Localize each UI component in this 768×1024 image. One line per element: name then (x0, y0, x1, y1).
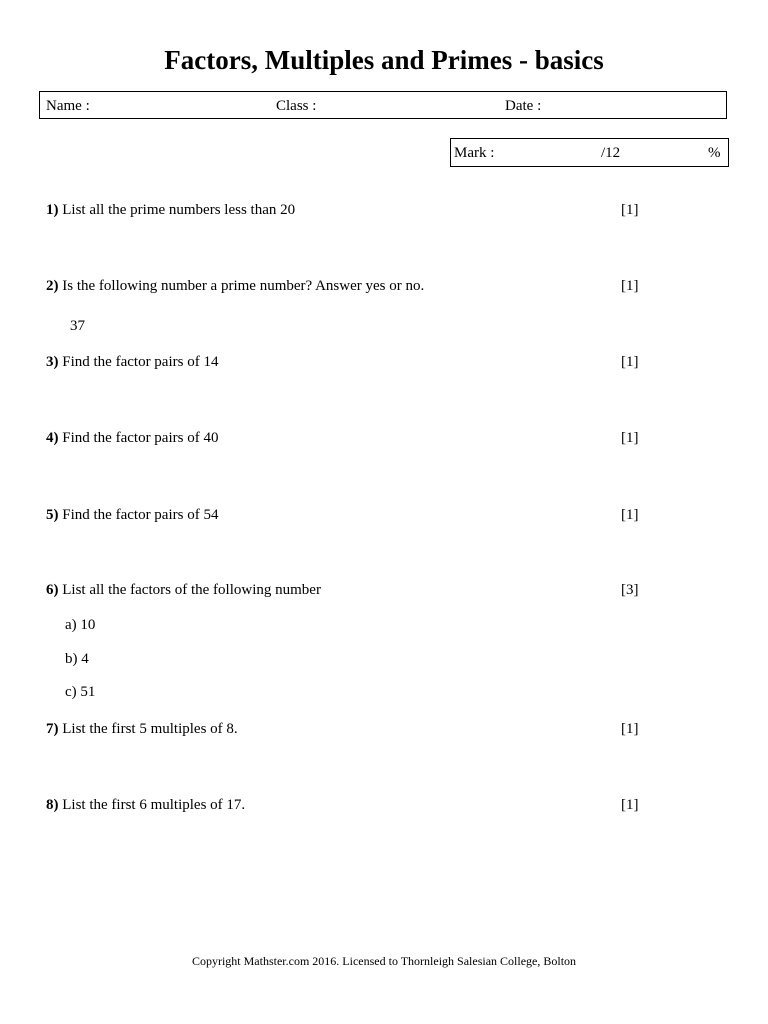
worksheet-title: Factors, Multiples and Primes - basics (164, 45, 604, 75)
mark-total: /12 (601, 145, 621, 161)
question-6 (46, 581, 321, 599)
question-7 (46, 720, 238, 738)
question-text: List the first 5 multiples of 8. (62, 721, 238, 737)
question-6-marks: [3] (621, 582, 639, 598)
student-info-box (39, 91, 727, 119)
question-number: 3) (46, 354, 59, 370)
question-8-marks: [1] (621, 797, 639, 813)
question-6b: b) 4 (65, 651, 89, 667)
name-label: Name : (46, 98, 90, 114)
question-text: Find the factor pairs of 40 (62, 430, 219, 446)
question-text: Find the factor pairs of 54 (62, 507, 219, 523)
date-label: Date : (505, 98, 542, 114)
question-number: 7) (46, 721, 59, 737)
question-2-marks: [1] (621, 278, 639, 294)
question-number: 5) (46, 507, 59, 523)
question-4 (46, 429, 218, 447)
mark-box (450, 138, 729, 167)
mark-percent: % (708, 145, 721, 161)
question-number: 4) (46, 430, 59, 446)
question-number: 1) (46, 202, 59, 218)
question-text: List all the prime numbers less than 20 (62, 202, 296, 218)
question-number: 6) (46, 582, 59, 598)
question-text: List all the factors of the following number (62, 582, 321, 598)
question-text: List the first 6 multiples of 17. (62, 797, 246, 813)
question-7-marks: [1] (621, 721, 639, 737)
mark-label: Mark : (454, 145, 495, 161)
question-3 (46, 353, 218, 371)
question-number: 8) (46, 797, 59, 813)
question-1 (46, 201, 295, 219)
question-5 (46, 506, 218, 524)
question-text: Is the following number a prime number? Answer yes or no. (62, 278, 425, 294)
question-2-number-37: 37 (70, 318, 85, 334)
question-text: Find the factor pairs of 14 (62, 354, 219, 370)
class-label: Class : (276, 98, 317, 114)
copyright-footer: Copyright Mathster.com 2016. Licensed to Thornleigh Salesian College, Bolton (191, 954, 577, 968)
question-1-marks: [1] (621, 202, 639, 218)
question-6c: c) 51 (65, 684, 96, 700)
question-2 (46, 277, 424, 295)
question-4-marks: [1] (621, 430, 639, 446)
question-number: 2) (46, 278, 59, 294)
question-5-marks: [1] (621, 507, 639, 523)
question-6a: a) 10 (65, 617, 96, 633)
question-8 (46, 796, 245, 814)
question-3-marks: [1] (621, 354, 639, 370)
